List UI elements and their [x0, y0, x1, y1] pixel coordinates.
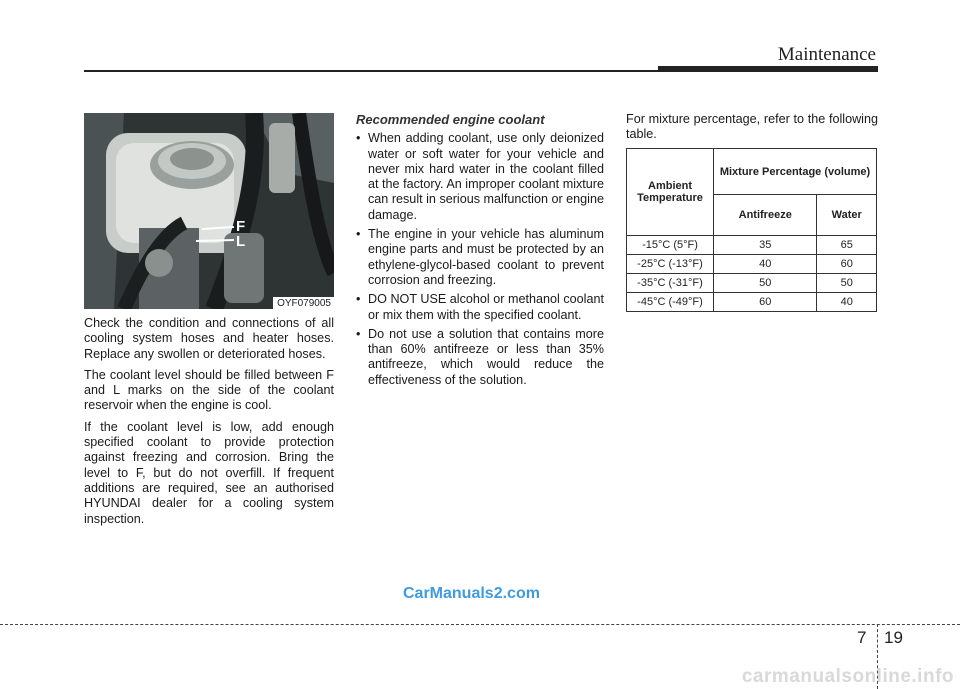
paragraph: If the coolant level is low, add enough specified coolant to provide protection against freezing and corrosion. Bring the level to F, but do not overfill. If frequent additions are required, see an authorised HYUNDAI dealer for a cooling system inspection.: [84, 419, 334, 526]
column-mixture: [626, 112, 878, 149]
cell-temperature: -25°C (-13°F): [627, 255, 714, 274]
watermark-link[interactable]: CarManuals2.com: [403, 585, 540, 602]
bullet-item: • When adding coolant, use only deionized water or soft water for your vehicle and never mix hard water in the coolant filled at the factory. An improper coolant mixture can result in serious malfunction or engine damage.: [356, 131, 604, 223]
cell-water: 60: [817, 255, 877, 274]
bullet-item: • The engine in your vehicle has aluminum engine parts and must be protected by an ethylene-glycol-based coolant to prevent corrosion and freezing.: [356, 227, 604, 288]
cell-water: 50: [817, 274, 877, 293]
footer-rule: [0, 624, 960, 625]
paragraph: For mixture percentage, refer to the following table.: [626, 112, 878, 142]
header-rule-thick: [658, 66, 878, 72]
cell-water: 40: [817, 293, 877, 312]
page-number: 19: [884, 628, 903, 647]
cell-antifreeze: 40: [714, 255, 817, 274]
paragraph: Check the condition and connections of all cooling system hoses and heater hoses. Replace any swollen or deteriorated hoses.: [84, 316, 334, 361]
sub-heading: Recommended engine coolant: [356, 112, 545, 127]
bullet-item: • Do not use a solution that contains more than 60% antifreeze or less than 35% antifreeze, which would reduce the effectiveness of the solution.: [356, 327, 604, 388]
bullet-item: • DO NOT USE alcohol or methanol coolant or mix them with the specified coolant.: [356, 292, 604, 323]
cell-temperature: -45°C (-49°F): [627, 293, 714, 312]
paragraph: The coolant level should be filled between F and L marks on the side of the coolant reservoir when the engine is cool.: [84, 367, 334, 413]
mixture-table: [626, 148, 877, 312]
header-water: Water: [817, 195, 877, 236]
cell-water: 65: [817, 236, 877, 255]
table-row: [627, 236, 877, 255]
cell-temperature: -15°C (5°F): [627, 236, 714, 255]
header-ambient-temperature: Ambient Temperature: [627, 149, 714, 236]
table-row: [627, 274, 877, 293]
section-title: Maintenance: [777, 44, 876, 65]
column-recommended-coolant: [356, 112, 604, 392]
cell-antifreeze: 60: [714, 293, 817, 312]
site-watermark: carmanualsonline.info: [741, 666, 954, 687]
full-mark-label: F: [236, 218, 246, 235]
low-mark-label: L: [236, 233, 246, 250]
figure-code: OYF079005: [273, 297, 334, 309]
header-antifreeze: Antifreeze: [714, 195, 817, 236]
header-rule: [84, 70, 660, 72]
cell-antifreeze: 50: [714, 274, 817, 293]
table-row: [627, 255, 877, 274]
bullet-list: [356, 131, 604, 388]
cell-temperature: -35°C (-31°F): [627, 274, 714, 293]
header-mixture-percentage: Mixture Percentage (volume): [714, 149, 877, 195]
engine-bay-illustration: [84, 113, 334, 309]
cell-antifreeze: 35: [714, 236, 817, 255]
column-hoses: [84, 316, 334, 533]
section-number: 7: [857, 628, 867, 647]
coolant-reservoir-photo: [84, 113, 334, 309]
table-row: [627, 293, 877, 312]
